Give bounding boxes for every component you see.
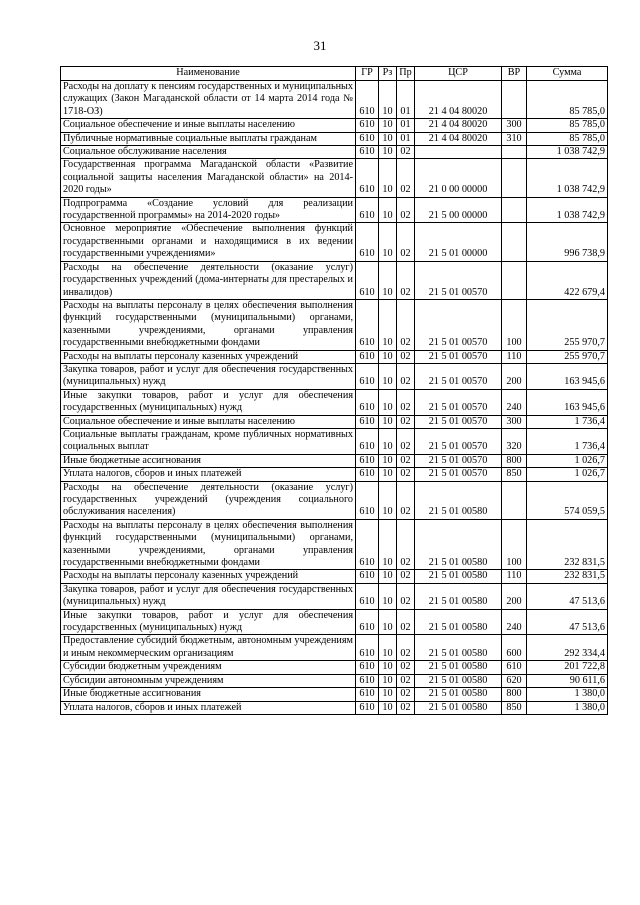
- cell-rz: 10: [379, 119, 397, 132]
- cell-gr: 610: [356, 146, 379, 159]
- cell-rz: 10: [379, 261, 397, 299]
- cell-pr: 02: [397, 261, 415, 299]
- cell-sum: 1 038 742,9: [527, 146, 608, 159]
- cell-rz: 10: [379, 519, 397, 570]
- cell-rz: 10: [379, 674, 397, 687]
- cell-gr: 610: [356, 674, 379, 687]
- table-row: [61, 363, 608, 389]
- cell-rz: 10: [379, 609, 397, 635]
- cell-vr: [502, 159, 527, 197]
- cell-csr: 21 5 01 00580: [415, 609, 502, 635]
- cell-csr: 21 4 04 80020: [415, 81, 502, 119]
- table-row: [61, 635, 608, 661]
- cell-csr: 21 5 01 00570: [415, 415, 502, 428]
- cell-vr: [502, 146, 527, 159]
- cell-csr: 21 5 00 00000: [415, 197, 502, 223]
- cell-gr: 610: [356, 363, 379, 389]
- cell-name: Расходы на выплаты персоналу казенных учреждений: [61, 570, 356, 583]
- cell-sum: 574 059,5: [527, 481, 608, 519]
- cell-gr: 610: [356, 261, 379, 299]
- cell-pr: 02: [397, 701, 415, 714]
- cell-gr: 610: [356, 454, 379, 467]
- cell-name: Иные закупки товаров, работ и услуг для обеспечения государственных (муниципальных) нужд: [61, 389, 356, 415]
- cell-pr: 02: [397, 197, 415, 223]
- header-gr: ГР: [356, 67, 379, 81]
- table-row: [61, 468, 608, 481]
- cell-pr: 02: [397, 389, 415, 415]
- cell-gr: 610: [356, 132, 379, 145]
- cell-vr: 240: [502, 389, 527, 415]
- cell-sum: 85 785,0: [527, 119, 608, 132]
- cell-gr: 610: [356, 159, 379, 197]
- cell-gr: 610: [356, 661, 379, 674]
- cell-name: Публичные нормативные социальные выплаты гражданам: [61, 132, 356, 145]
- cell-csr: 21 5 01 00580: [415, 583, 502, 609]
- cell-pr: 02: [397, 223, 415, 261]
- cell-rz: 10: [379, 701, 397, 714]
- cell-vr: 610: [502, 661, 527, 674]
- cell-name: Закупка товаров, работ и услуг для обеспечения государственных (муниципальных) нужд: [61, 583, 356, 609]
- cell-name: Расходы на доплату к пенсиям государственных и муниципальных служащих (Закон Магаданской области от 14 марта 2014 года № 1718-ОЗ): [61, 81, 356, 119]
- cell-vr: 200: [502, 363, 527, 389]
- cell-pr: 01: [397, 81, 415, 119]
- cell-rz: 10: [379, 583, 397, 609]
- budget-table: [60, 66, 608, 715]
- cell-pr: 02: [397, 519, 415, 570]
- cell-sum: 90 611,6: [527, 674, 608, 687]
- cell-pr: 02: [397, 609, 415, 635]
- cell-vr: [502, 223, 527, 261]
- table-row: [61, 159, 608, 197]
- cell-gr: 610: [356, 197, 379, 223]
- cell-sum: 85 785,0: [527, 81, 608, 119]
- cell-pr: 02: [397, 688, 415, 701]
- cell-vr: 300: [502, 119, 527, 132]
- cell-vr: 100: [502, 299, 527, 350]
- table-row: [61, 350, 608, 363]
- cell-pr: 01: [397, 132, 415, 145]
- cell-csr: 21 5 01 00580: [415, 661, 502, 674]
- cell-vr: 620: [502, 674, 527, 687]
- cell-csr: 21 5 01 00580: [415, 481, 502, 519]
- cell-sum: 1 026,7: [527, 468, 608, 481]
- cell-csr: 21 5 01 00580: [415, 570, 502, 583]
- cell-vr: 850: [502, 468, 527, 481]
- cell-vr: [502, 197, 527, 223]
- cell-sum: 47 513,6: [527, 609, 608, 635]
- cell-name: Субсидии автономным учреждениям: [61, 674, 356, 687]
- cell-csr: 21 5 01 00570: [415, 454, 502, 467]
- cell-rz: 10: [379, 146, 397, 159]
- cell-sum: 292 334,4: [527, 635, 608, 661]
- cell-sum: 255 970,7: [527, 350, 608, 363]
- cell-csr: 21 5 01 00570: [415, 363, 502, 389]
- cell-name: Расходы на выплаты персоналу казенных учреждений: [61, 350, 356, 363]
- table-row: [61, 454, 608, 467]
- cell-name: Подпрограмма «Создание условий для реализации государственной программы» на 2014-2020 годы»: [61, 197, 356, 223]
- table-row: [61, 389, 608, 415]
- cell-sum: 232 831,5: [527, 570, 608, 583]
- cell-rz: 10: [379, 223, 397, 261]
- cell-vr: 110: [502, 350, 527, 363]
- cell-pr: 02: [397, 363, 415, 389]
- cell-sum: 422 679,4: [527, 261, 608, 299]
- cell-pr: 02: [397, 481, 415, 519]
- cell-vr: [502, 481, 527, 519]
- cell-rz: 10: [379, 468, 397, 481]
- cell-sum: 163 945,6: [527, 363, 608, 389]
- cell-sum: 232 831,5: [527, 519, 608, 570]
- table-row: [61, 688, 608, 701]
- cell-name: Социальное обслуживание населения: [61, 146, 356, 159]
- header-vr: ВР: [502, 67, 527, 81]
- cell-vr: 200: [502, 583, 527, 609]
- cell-vr: 800: [502, 688, 527, 701]
- cell-name: Закупка товаров, работ и услуг для обеспечения государственных (муниципальных) нужд: [61, 363, 356, 389]
- cell-name: Уплата налогов, сборов и иных платежей: [61, 468, 356, 481]
- cell-sum: 996 738,9: [527, 223, 608, 261]
- cell-name: Расходы на выплаты персоналу в целях обеспечения выполнения функций государственными (муниципальными) органами, казенными учреждениями, органами управления государственными внебюджетными фондами: [61, 519, 356, 570]
- cell-sum: 1 380,0: [527, 688, 608, 701]
- cell-rz: 10: [379, 299, 397, 350]
- header-sum: Сумма: [527, 67, 608, 81]
- cell-rz: 10: [379, 570, 397, 583]
- table-row: [61, 146, 608, 159]
- cell-pr: 02: [397, 428, 415, 454]
- table-row: [61, 609, 608, 635]
- table-row: [61, 261, 608, 299]
- cell-csr: 21 5 01 00580: [415, 519, 502, 570]
- cell-sum: 1 026,7: [527, 454, 608, 467]
- cell-gr: 610: [356, 570, 379, 583]
- cell-pr: 02: [397, 454, 415, 467]
- cell-gr: 610: [356, 119, 379, 132]
- table-row: [61, 197, 608, 223]
- cell-pr: 02: [397, 468, 415, 481]
- cell-csr: 21 0 00 00000: [415, 159, 502, 197]
- cell-csr: 21 5 01 00580: [415, 674, 502, 687]
- cell-gr: 610: [356, 519, 379, 570]
- cell-vr: 100: [502, 519, 527, 570]
- cell-csr: 21 4 04 80020: [415, 119, 502, 132]
- cell-gr: 610: [356, 688, 379, 701]
- cell-gr: 610: [356, 81, 379, 119]
- cell-pr: 02: [397, 570, 415, 583]
- cell-csr: 21 4 04 80020: [415, 132, 502, 145]
- cell-gr: 610: [356, 583, 379, 609]
- cell-pr: 02: [397, 146, 415, 159]
- cell-name: Субсидии бюджетным учреждениям: [61, 661, 356, 674]
- cell-csr: 21 5 01 00570: [415, 389, 502, 415]
- table-row: [61, 570, 608, 583]
- cell-pr: 01: [397, 119, 415, 132]
- cell-rz: 10: [379, 415, 397, 428]
- cell-name: Предоставление субсидий бюджетным, автономным учреждениям и иным некоммерческим организациям: [61, 635, 356, 661]
- cell-csr: 21 5 01 00000: [415, 223, 502, 261]
- table-row: [61, 428, 608, 454]
- table-row: [61, 481, 608, 519]
- header-row: [61, 67, 608, 81]
- cell-vr: [502, 81, 527, 119]
- cell-rz: 10: [379, 132, 397, 145]
- cell-sum: 85 785,0: [527, 132, 608, 145]
- table-row: [61, 661, 608, 674]
- cell-vr: 800: [502, 454, 527, 467]
- cell-csr: 21 5 01 00570: [415, 299, 502, 350]
- table-row: [61, 583, 608, 609]
- cell-vr: [502, 261, 527, 299]
- cell-sum: 1 736,4: [527, 428, 608, 454]
- cell-sum: 1 038 742,9: [527, 197, 608, 223]
- cell-name: Иные бюджетные ассигнования: [61, 688, 356, 701]
- table-row: [61, 132, 608, 145]
- cell-rz: 10: [379, 481, 397, 519]
- cell-sum: 1 038 742,9: [527, 159, 608, 197]
- cell-sum: 201 722,8: [527, 661, 608, 674]
- cell-pr: 02: [397, 415, 415, 428]
- cell-gr: 610: [356, 609, 379, 635]
- cell-vr: 850: [502, 701, 527, 714]
- cell-pr: 02: [397, 635, 415, 661]
- cell-pr: 02: [397, 299, 415, 350]
- cell-csr: 21 5 01 00570: [415, 350, 502, 363]
- cell-rz: 10: [379, 454, 397, 467]
- cell-name: Социальные выплаты гражданам, кроме публичных нормативных социальных выплат: [61, 428, 356, 454]
- cell-vr: 300: [502, 415, 527, 428]
- table-row: [61, 519, 608, 570]
- cell-rz: 10: [379, 661, 397, 674]
- cell-name: Расходы на обеспечение деятельности (оказание услуг) государственных учреждений (дома-интернаты для престарелых и инвалидов): [61, 261, 356, 299]
- table-row: [61, 701, 608, 714]
- cell-rz: 10: [379, 159, 397, 197]
- cell-gr: 610: [356, 701, 379, 714]
- cell-gr: 610: [356, 223, 379, 261]
- cell-pr: 02: [397, 674, 415, 687]
- header-pr: Пр: [397, 67, 415, 81]
- cell-csr: 21 5 01 00580: [415, 688, 502, 701]
- cell-rz: 10: [379, 350, 397, 363]
- cell-csr: 21 5 01 00570: [415, 428, 502, 454]
- cell-gr: 610: [356, 428, 379, 454]
- table-header: [61, 67, 608, 81]
- cell-name: Основное мероприятие «Обеспечение выполнения функций государственными органами и находящимися в их ведении государственными учреждениями»: [61, 223, 356, 261]
- cell-csr: 21 5 01 00580: [415, 635, 502, 661]
- cell-vr: 310: [502, 132, 527, 145]
- cell-sum: 255 970,7: [527, 299, 608, 350]
- cell-csr: 21 5 01 00570: [415, 468, 502, 481]
- cell-pr: 02: [397, 350, 415, 363]
- page-number: 31: [313, 38, 327, 53]
- table-row: [61, 415, 608, 428]
- header-rz: Рз: [379, 67, 397, 81]
- cell-sum: 1 736,4: [527, 415, 608, 428]
- cell-name: Расходы на выплаты персоналу в целях обеспечения выполнения функций государственными (муниципальными) органами, казенными учреждениями, органами управления государственными внебюджетными фондами: [61, 299, 356, 350]
- cell-vr: 110: [502, 570, 527, 583]
- cell-vr: 600: [502, 635, 527, 661]
- cell-sum: 1 380,0: [527, 701, 608, 714]
- header-name: Наименование: [61, 67, 356, 81]
- cell-gr: 610: [356, 350, 379, 363]
- cell-vr: 320: [502, 428, 527, 454]
- cell-rz: 10: [379, 389, 397, 415]
- cell-gr: 610: [356, 299, 379, 350]
- header-csr: ЦСР: [415, 67, 502, 81]
- cell-csr: 21 5 01 00580: [415, 701, 502, 714]
- cell-gr: 610: [356, 635, 379, 661]
- cell-sum: 163 945,6: [527, 389, 608, 415]
- cell-sum: 47 513,6: [527, 583, 608, 609]
- cell-name: Иные закупки товаров, работ и услуг для обеспечения государственных (муниципальных) нужд: [61, 609, 356, 635]
- cell-gr: 610: [356, 415, 379, 428]
- cell-name: Иные бюджетные ассигнования: [61, 454, 356, 467]
- cell-rz: 10: [379, 428, 397, 454]
- cell-gr: 610: [356, 389, 379, 415]
- table-row: [61, 223, 608, 261]
- cell-name: Государственная программа Магаданской области «Развитие социальной защиты населения Магаданской области» на 2014-2020 годы»: [61, 159, 356, 197]
- cell-rz: 10: [379, 635, 397, 661]
- cell-pr: 02: [397, 661, 415, 674]
- table-row: [61, 81, 608, 119]
- cell-pr: 02: [397, 159, 415, 197]
- cell-csr: 21 5 01 00570: [415, 261, 502, 299]
- cell-pr: 02: [397, 583, 415, 609]
- cell-rz: 10: [379, 81, 397, 119]
- cell-csr: [415, 146, 502, 159]
- cell-vr: 240: [502, 609, 527, 635]
- table-row: [61, 119, 608, 132]
- cell-rz: 10: [379, 688, 397, 701]
- cell-name: Социальное обеспечение и иные выплаты населению: [61, 119, 356, 132]
- cell-gr: 610: [356, 481, 379, 519]
- cell-name: Расходы на обеспечение деятельности (оказание услуг) государственных учреждений (учреждения социального обслуживания населения): [61, 481, 356, 519]
- table-body: [61, 81, 608, 715]
- cell-name: Социальное обеспечение и иные выплаты населению: [61, 415, 356, 428]
- cell-name: Уплата налогов, сборов и иных платежей: [61, 701, 356, 714]
- cell-rz: 10: [379, 197, 397, 223]
- cell-gr: 610: [356, 468, 379, 481]
- table-row: [61, 299, 608, 350]
- cell-rz: 10: [379, 363, 397, 389]
- table-row: [61, 674, 608, 687]
